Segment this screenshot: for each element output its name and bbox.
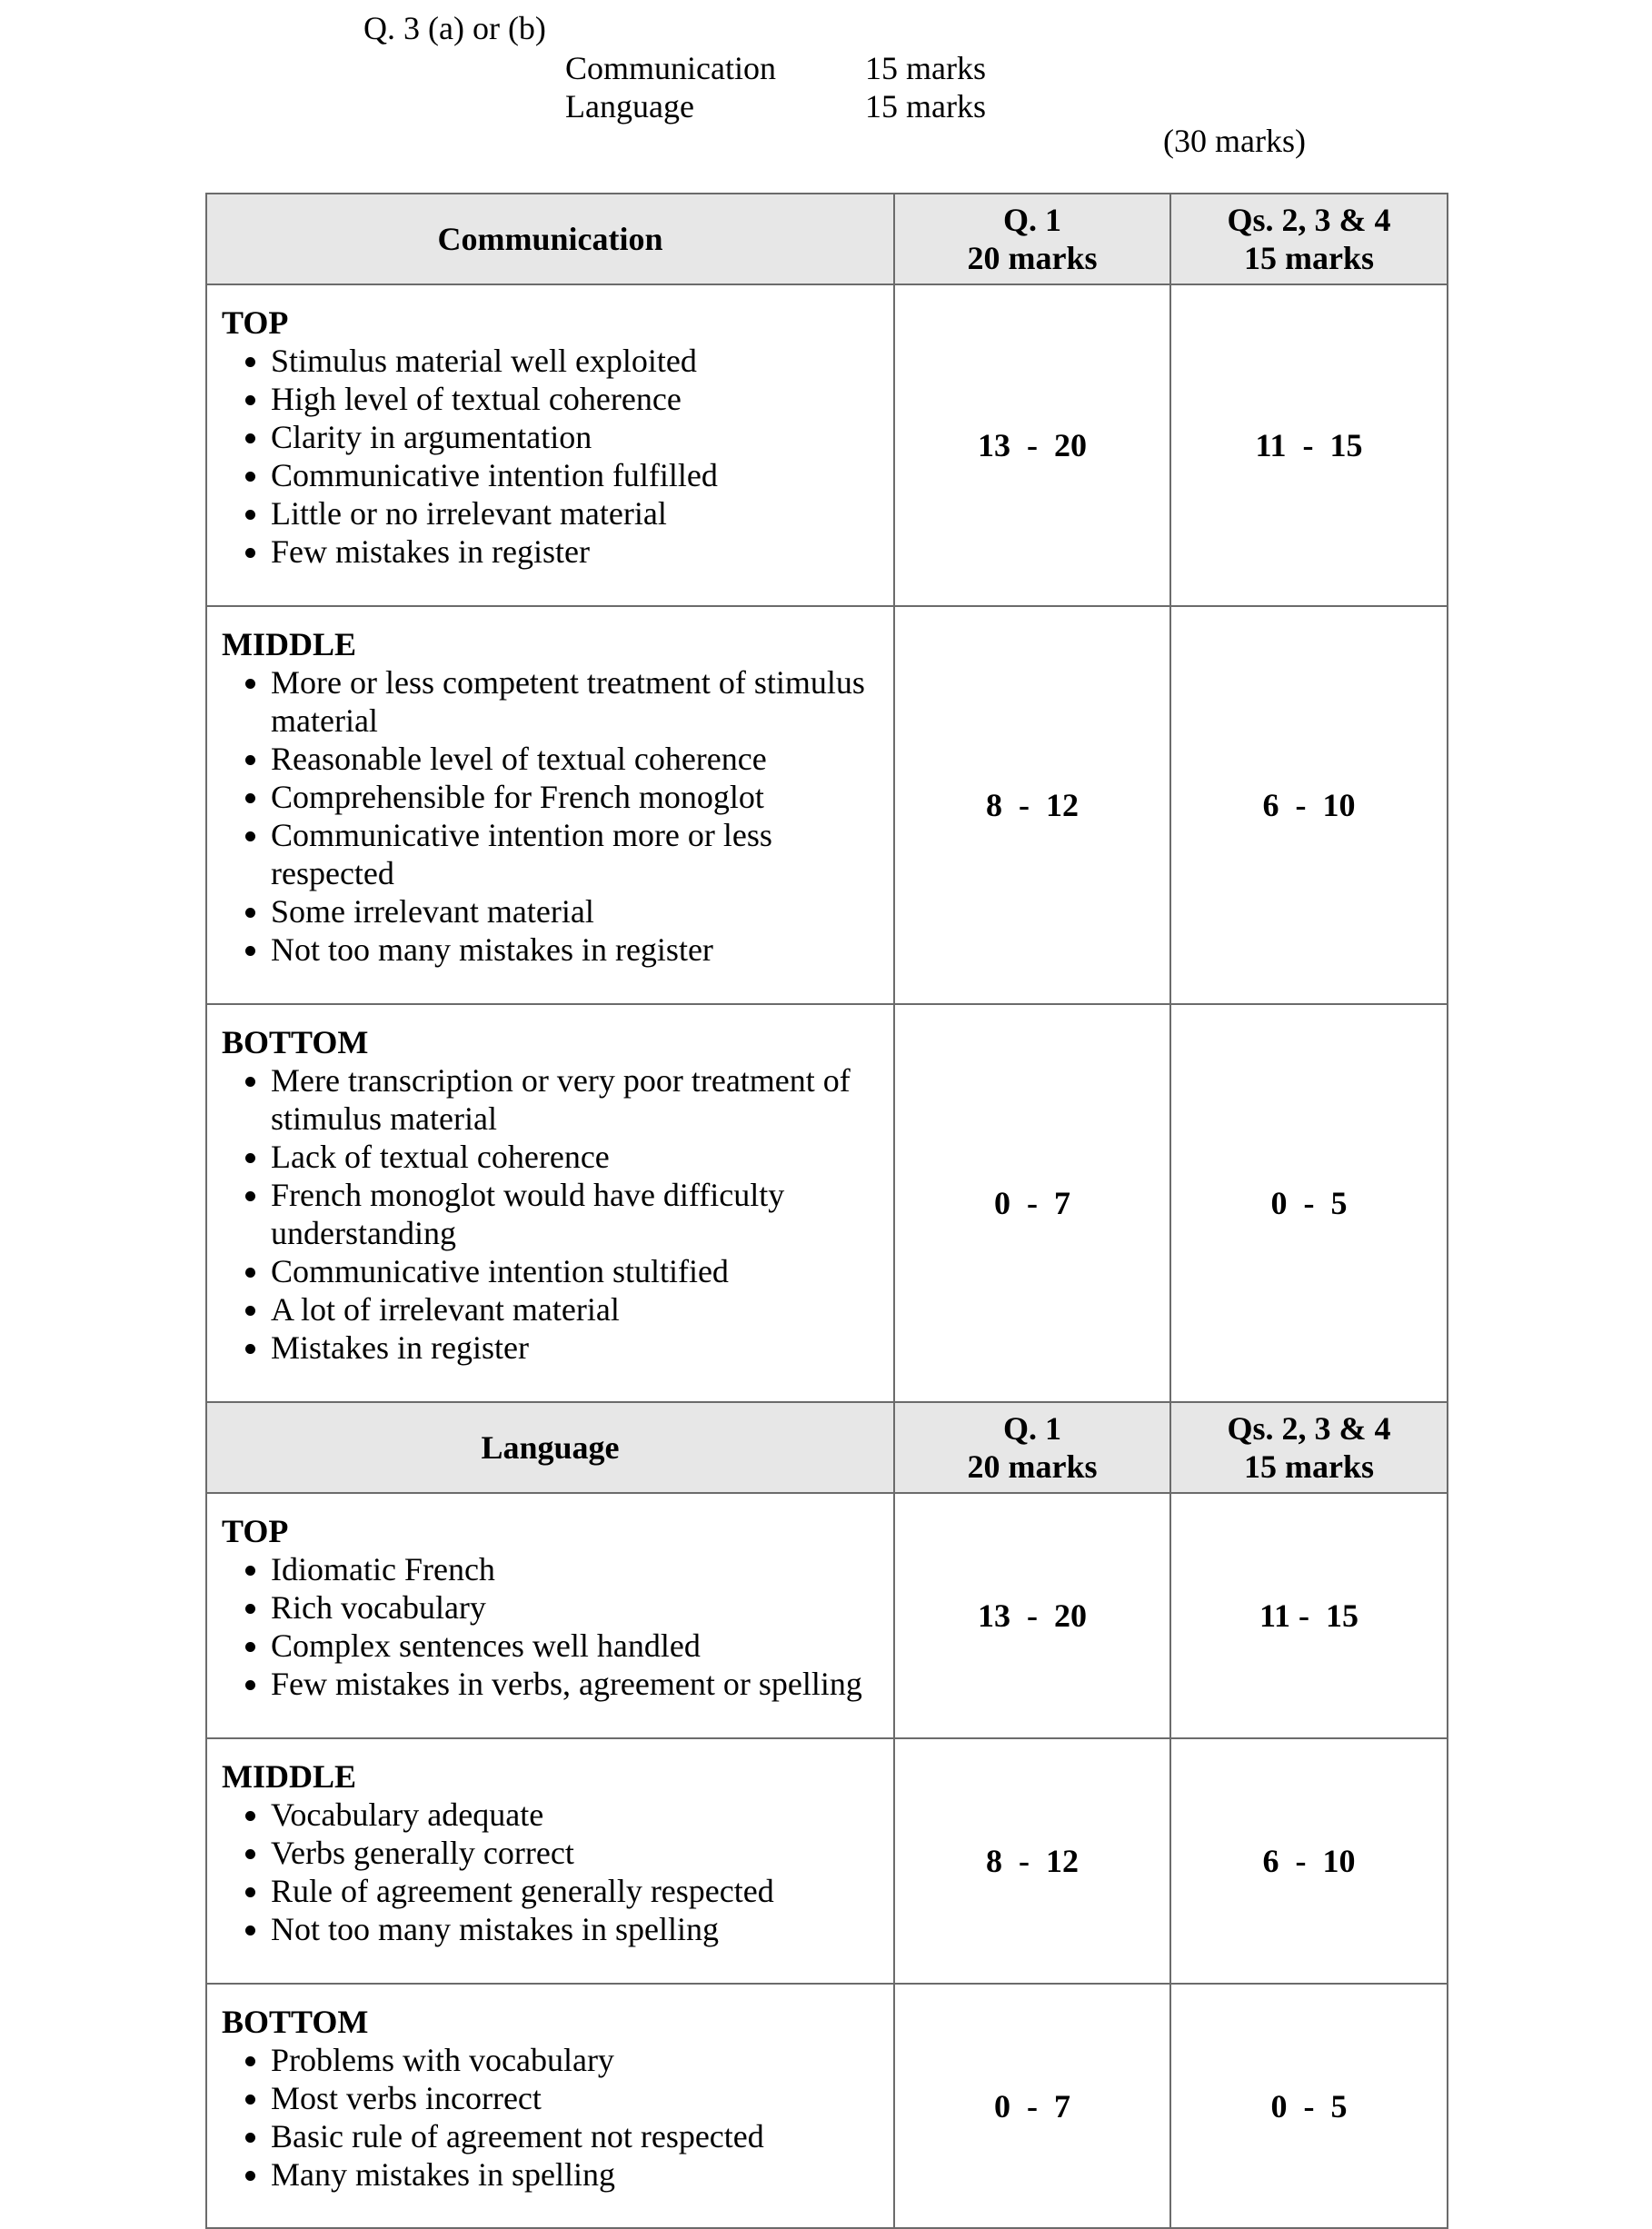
criterion: • Idiomatic French <box>271 1550 881 1588</box>
criterion: • Mere transcription or very poor treatment of stimulus material <box>271 1061 881 1138</box>
criterion: • Rich vocabulary <box>271 1588 881 1627</box>
q1-label: Q. 1 <box>1002 202 1061 238</box>
criteria-list <box>222 663 881 969</box>
criterion: • Basic rule of agreement not respected <box>271 2117 881 2155</box>
criterion: • Not too many mistakes in register <box>271 930 881 969</box>
band-row <box>206 1738 1448 1984</box>
band-description <box>206 1984 894 2228</box>
criterion: • Many mistakes in spelling <box>271 2155 881 2194</box>
band-level: MIDDLE <box>222 1758 357 1795</box>
criteria-list <box>222 1061 881 1367</box>
band-description <box>206 1493 894 1738</box>
qs-score-range: 6 - 10 <box>1170 1738 1448 1984</box>
criterion: • Complex sentences well handled <box>271 1627 881 1665</box>
q1-score-range: 13 - 20 <box>894 284 1170 606</box>
q1-score-range: 0 - 7 <box>894 1004 1170 1402</box>
criterion: • Vocabulary adequate <box>271 1796 881 1834</box>
section-heading: Language <box>206 1402 894 1493</box>
q1-score-range: 8 - 12 <box>894 1738 1170 1984</box>
criteria-list <box>222 342 881 571</box>
q1-score-range: 13 - 20 <box>894 1493 1170 1738</box>
band-description <box>206 1004 894 1402</box>
question-label: Q. 3 (a) or (b) <box>363 10 546 46</box>
qs-score-range: 0 - 5 <box>1170 1004 1448 1402</box>
band-row <box>206 606 1448 1004</box>
component-label: Language <box>565 88 694 124</box>
band-row <box>206 284 1448 606</box>
component-marks: 15 marks <box>865 50 986 86</box>
criterion: • Lack of textual coherence <box>271 1138 881 1176</box>
q1-marks: 20 marks <box>967 1448 1098 1485</box>
q1-column-header <box>894 194 1170 284</box>
band-level: BOTTOM <box>222 2004 369 2040</box>
qs-score-range: 0 - 5 <box>1170 1984 1448 2228</box>
qs-score-range: 11 - 15 <box>1170 284 1448 606</box>
criterion: • Communicative intention stultified <box>271 1252 881 1290</box>
criterion: • Few mistakes in register <box>271 532 881 571</box>
band-row <box>206 1493 1448 1738</box>
band-row <box>206 1004 1448 1402</box>
criterion: • Verbs generally correct <box>271 1834 881 1872</box>
criterion: • Most verbs incorrect <box>271 2079 881 2117</box>
language-header-row <box>206 1402 1448 1493</box>
criteria-list <box>222 2041 881 2194</box>
band-description <box>206 606 894 1004</box>
criteria-list <box>222 1796 881 1948</box>
criterion: • A lot of irrelevant material <box>271 1290 881 1328</box>
criterion: • Communicative intention fulfilled <box>271 456 881 494</box>
band-level: BOTTOM <box>222 1024 369 1060</box>
page-header <box>0 0 1652 182</box>
criteria-list <box>222 1550 881 1703</box>
criterion: • Communicative intention more or less respected <box>271 816 881 892</box>
qs-score-range: 6 - 10 <box>1170 606 1448 1004</box>
band-description <box>206 284 894 606</box>
criterion: • Problems with vocabulary <box>271 2041 881 2079</box>
qs-marks: 15 marks <box>1244 240 1374 276</box>
criterion: • Little or no irrelevant material <box>271 494 881 532</box>
criterion: • Comprehensible for French monoglot <box>271 778 881 816</box>
qs-label: Qs. 2, 3 & 4 <box>1227 1410 1391 1447</box>
qs-column-header <box>1170 194 1448 284</box>
component-label: Communication <box>565 50 776 86</box>
section-heading: Communication <box>206 194 894 284</box>
qs-column-header <box>1170 1402 1448 1493</box>
qs-label: Qs. 2, 3 & 4 <box>1227 202 1391 238</box>
qs-score-range: 11 - 15 <box>1170 1493 1448 1738</box>
criterion: • Reasonable level of textual coherence <box>271 740 881 778</box>
criterion: • Few mistakes in verbs, agreement or spelling <box>271 1665 881 1703</box>
band-level: TOP <box>222 1513 289 1549</box>
criterion: • Not too many mistakes in spelling <box>271 1910 881 1948</box>
q1-label: Q. 1 <box>1002 1410 1061 1447</box>
total-marks: (30 marks) <box>1163 123 1306 159</box>
q1-score-range: 0 - 7 <box>894 1984 1170 2228</box>
qs-marks: 15 marks <box>1244 1448 1374 1485</box>
criterion: • French monoglot would have difficulty understanding <box>271 1176 881 1252</box>
criterion: • Some irrelevant material <box>271 892 881 930</box>
q1-marks: 20 marks <box>967 240 1098 276</box>
q1-column-header <box>894 1402 1170 1493</box>
marking-scheme-table <box>205 193 1448 2229</box>
criterion: • Rule of agreement generally respected <box>271 1872 881 1910</box>
component-marks: 15 marks <box>865 88 986 124</box>
criterion: • High level of textual coherence <box>271 380 881 418</box>
criterion: • More or less competent treatment of stimulus material <box>271 663 881 740</box>
band-level: TOP <box>222 304 289 341</box>
band-level: MIDDLE <box>222 626 357 662</box>
criterion: • Stimulus material well exploited <box>271 342 881 380</box>
criterion: • Mistakes in register <box>271 1328 881 1367</box>
band-row <box>206 1984 1448 2228</box>
communication-header-row <box>206 194 1448 284</box>
q1-score-range: 8 - 12 <box>894 606 1170 1004</box>
band-description <box>206 1738 894 1984</box>
criterion: • Clarity in argumentation <box>271 418 881 456</box>
